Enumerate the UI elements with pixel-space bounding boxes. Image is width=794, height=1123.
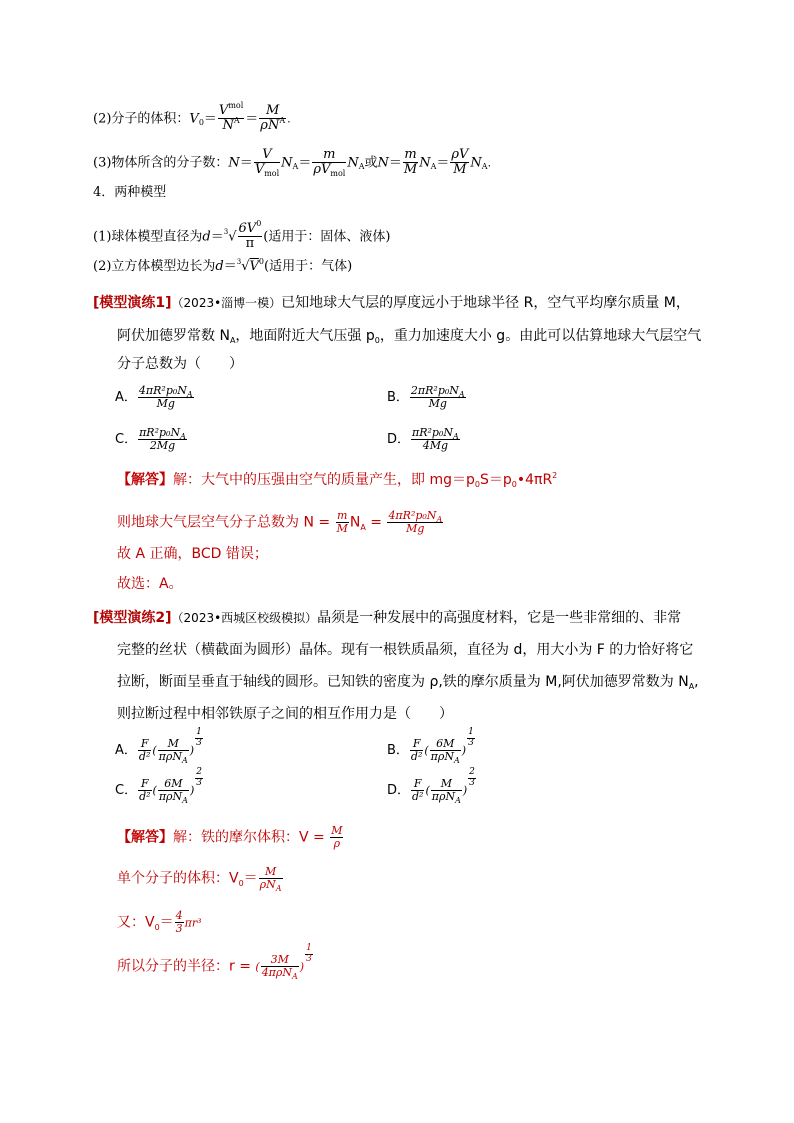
q2-line1: [模型演练2]（2023•西城区校级模拟）晶须是一种发展中的高强度材料，它是一些非常细的、非常 [93, 610, 682, 626]
formula-line-3: (3)物体所含的分子数：N＝ $\frac{V}{V_{mol}}$ $N_A=$ $\frac{m}{\rho V_{mol}}$ $N_A$或N＝ $\frac{m}{M}$ $N_A=$ $\frac{\rho V}{M}$ $N_A$. [93, 147, 492, 179]
q1-answer-line3: 故 A 正确，BCD 错误； [117, 546, 268, 562]
q1-answer-line1: 【解答】解：大气中的压强由空气的质量产生，即 $mg=p_0S=p_0•4\pi R^2$ [117, 471, 558, 489]
q1-option-a[interactable]: A． $\frac{4\pi R^2p_0N_A}{Mg}$ [115, 384, 193, 411]
q2-option-d[interactable]: D． $\frac{F}{\text{d²}}$ ( $\frac{M}{\pi\rho N_A}$ ) $\frac{2}{3}$ [387, 767, 475, 806]
q2-answer-line3: 又：$V_0=$ $\frac{4}{3}$ πr³ [117, 909, 202, 936]
formula-line-2: (2)分子的体积：$V_0=$ $\frac{V^{mol}}{N^A}$ ＝ $\frac{M}{\rho N^A}$ . [93, 101, 291, 134]
q1-answer-tag: 【解答】 [117, 472, 173, 488]
q1-option-c[interactable]: C． $\frac{\pi R^2p_0N_A}{2Mg}$ [115, 426, 186, 453]
q2-tag: [模型演练2] [93, 610, 172, 626]
q1-line1: [模型演练1]（2023•淄博一模）已知地球大气层的厚度远小于地球半径 R，空气平均摩尔质量 M， [93, 295, 690, 311]
sphere-model-line: (1)球体模型直径为d＝$^3$√ $\frac{6V^0}{\pi}$ (适用于：固体、液体) [93, 219, 391, 252]
formula-3-label: (3)物体所含的分子数： [93, 155, 229, 171]
q1-tag: [模型演练1] [93, 295, 172, 311]
q2-option-b[interactable]: B． $\frac{F}{\text{d²}}$ ( $\frac{6M}{\pi\rho N_A}$ ) $\frac{1}{3}$ [387, 727, 474, 766]
formula-2-label: (2)分子的体积： [93, 111, 190, 127]
q1-option-d[interactable]: D． $\frac{\pi R^2p_0N_A}{4Mg}$ [387, 426, 459, 453]
q2-line3: 拉断，断面呈垂直于轴线的圆形。已知铁的密度为 ρ,铁的摩尔质量为 M,阿伏加德罗常数为 $N_A$, [117, 674, 699, 691]
cube-model-line: (2)立方体模型边长为$d=^3√V^0$(适用于：气体) [93, 257, 353, 274]
q1-answer-line2: 则地球大气层空气分子总数为 N = $\frac{m}{M}$ $N_A$ = $\frac{4\pi R^2p_0N_A}{Mg}$ [117, 509, 443, 536]
q2-option-a[interactable]: A． $\frac{F}{\text{d²}}$ ( $\frac{M}{\pi\rho N_A}$ ) $\frac{1}{3}$ [115, 727, 202, 766]
q2-answer-line1: 【解答】解：铁的摩尔体积：V = $\frac{M}{\rho}$ [117, 824, 343, 851]
q2-answer-tag: 【解答】 [117, 829, 173, 846]
q2-line4: 则拉断过程中相邻铁原子之间的相互作用力是（ ） [117, 706, 453, 722]
section-heading: 4．两种模型 [93, 185, 167, 200]
q2-option-c[interactable]: C． $\frac{F}{\text{d²}}$ ( $\frac{6M}{\pi\rho N_A}$ ) $\frac{2}{3}$ [115, 767, 202, 806]
q1-option-b[interactable]: B． $\frac{2\pi R^2p_0N_A}{Mg}$ [387, 384, 465, 411]
q2-answer-line2: 单个分子的体积：$V_0=$ $\frac{M}{\rho N_A}$ [117, 865, 282, 894]
q1-line2: 阿伏加德罗常数 $N_A$，地面附近大气压强 $p_0$，重力加速度大小 g。由此可以估算地球大气层空气 [117, 328, 702, 345]
q1-answer-line4: 故选：A。 [117, 576, 183, 592]
q1-line3: 分子总数为（ ） [117, 356, 243, 372]
q2-answer-line4: 所以分子的半径：r = ( $\frac{3M}{4\pi\rho N_A}$ ) $\frac{1}{3}$ [117, 943, 312, 982]
q2-line2: 完整的丝状（横截面为圆形）晶体。现有一根铁质晶须，直径为 d，用大小为 F 的力恰好将它 [117, 642, 694, 658]
